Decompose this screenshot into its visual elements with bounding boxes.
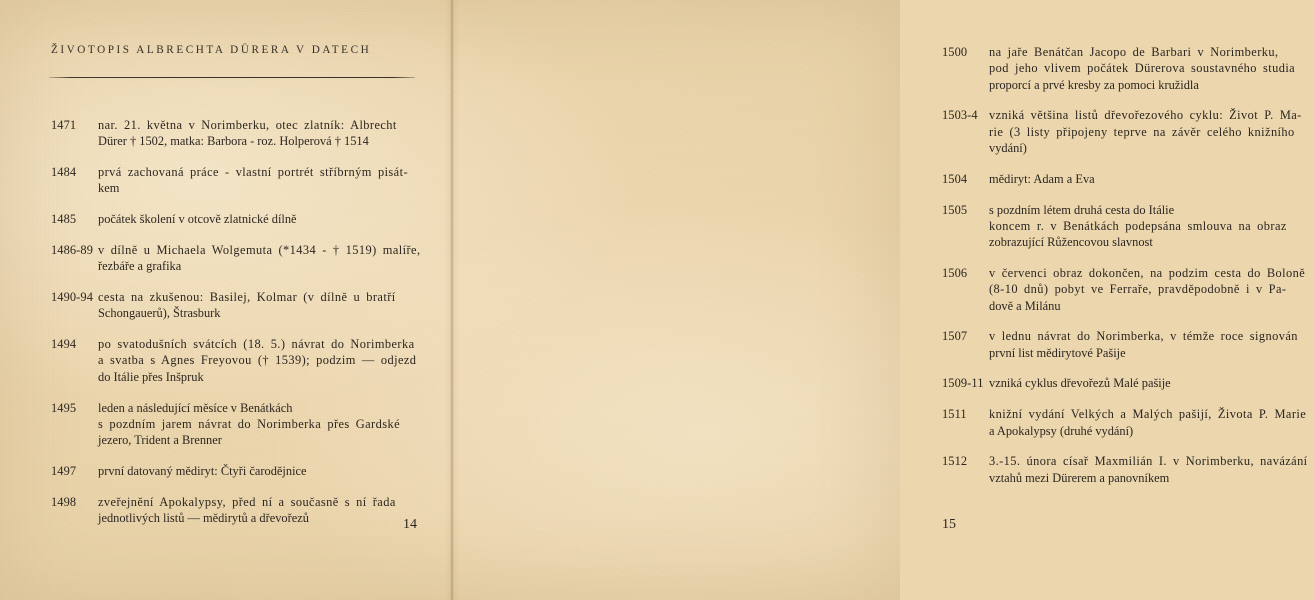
entry-line: zobrazující Růžencovou slavnost (989, 235, 1153, 250)
chronology-entry (51, 242, 419, 275)
entry-year: 1500 (942, 45, 968, 59)
entry-line: řezbáře a grafika (98, 259, 182, 274)
entry-text (98, 164, 419, 197)
entry-text (98, 400, 419, 449)
chronology-entry (942, 265, 1314, 314)
page-left (0, 0, 450, 600)
entry-line: cesta na zkušenou: Basilej, Kolmar (v dílně u bratří (98, 290, 396, 305)
chronology-entry (51, 336, 419, 385)
entry-year: 1512 (942, 454, 968, 469)
entry-line: do Itálie přes Inšpruk (98, 369, 204, 384)
entry-line: zveřejnění Apokalypsy, před ní a současně s ní řada (98, 494, 396, 509)
entry-line: pod jeho vlivem počátek Dürerova soustavného studia (989, 61, 1296, 76)
entry-line: a svatba s Agnes Freyovou († 1539); podzim — odjezd (98, 353, 417, 368)
entry-year: 1495 (51, 400, 77, 415)
chronology-list-left (51, 117, 419, 541)
entry-line: koncem r. v Benátkách podepsána smlouva na obraz (989, 218, 1287, 233)
entry-line: vztahů mezi Dürerem a panovníkem (989, 470, 1170, 485)
entry-year: 1498 (51, 494, 77, 509)
entry-year: 1486-89 (51, 242, 93, 257)
chronology-list-right (942, 44, 1314, 500)
entry-year: 1504 (942, 171, 968, 186)
entry-line: po svatodušních svátcích (18. 5.) návrat do Norimberka (98, 337, 415, 352)
entry-text (989, 328, 1314, 361)
chronology-entry (942, 44, 1314, 93)
entry-year: 1506 (942, 265, 968, 280)
entry-text (989, 44, 1314, 93)
entry-text (989, 171, 1314, 187)
entry-year: 1471 (51, 118, 77, 132)
entry-line: počátek školení v otcově zlatnické dílně (98, 212, 297, 227)
running-head: ŽIVOTOPIS ALBRECHTA DÜRERA V DATECH (51, 44, 372, 56)
entry-text (98, 289, 419, 322)
entry-line: knižní vydání Velkých a Malých pašijí, Života P. Marie (989, 407, 1307, 422)
entry-line: první list mědirytové Pašije (989, 345, 1126, 360)
entry-line: s pozdním létem druhá cesta do Itálie (989, 202, 1175, 217)
entry-year: 1507 (942, 329, 968, 344)
chronology-entry (51, 117, 419, 150)
chronology-entry (51, 164, 419, 197)
chronology-entry (942, 453, 1314, 486)
entry-year: 1497 (51, 463, 77, 478)
entry-text (989, 107, 1314, 156)
entry-line: vydání) (989, 140, 1027, 155)
entry-line: prvá zachovaná práce - vlastní portrét stříbrným pisát- (98, 165, 409, 180)
entry-year: 1505 (942, 202, 968, 217)
entry-line: vzniká cyklus dřevořezů Malé pašije (989, 376, 1171, 391)
chronology-entry (942, 171, 1314, 187)
entry-line: kem (98, 181, 120, 196)
entry-year: 1494 (51, 337, 77, 352)
entry-line: na jaře Benátčan Jacopo de Barbari v Norimberku, (989, 45, 1279, 59)
entry-line: a Apokalypsy (druhé vydání) (989, 423, 1134, 438)
entry-line: první datovaný mědiryt: Čtyři čarodějnice (98, 463, 307, 478)
chronology-entry (942, 406, 1314, 439)
entry-year: 1503-4 (942, 108, 978, 123)
page-right (450, 0, 1308, 600)
entry-line: proporcí a prvé kresby za pomoci kružidla (989, 77, 1199, 92)
entry-line: v lednu návrat do Norimberka, v témže roce signován (989, 329, 1298, 344)
entry-line: dově a Milánu (989, 298, 1061, 313)
chronology-entry (942, 375, 1314, 391)
entry-text (98, 463, 419, 479)
entry-line: mědiryt: Adam a Eva (989, 171, 1095, 186)
page-number-left: 14 (403, 517, 417, 532)
entry-text (98, 336, 419, 385)
chronology-entry (51, 400, 419, 449)
chronology-entry (942, 328, 1314, 361)
entry-line: v dílně u Michaela Wolgemuta (*1434 - † 1519) malíře, (98, 242, 421, 257)
entry-text (989, 202, 1314, 251)
entry-line: rie (3 listy připojeny teprve na závěr celého knižního (989, 124, 1295, 139)
entry-year: 1485 (51, 212, 77, 227)
entry-text (98, 211, 419, 227)
header-rule (49, 77, 415, 78)
chronology-entry (942, 107, 1314, 156)
entry-line: 3.-15. února císař Maxmilián I. v Norimberku, navázání (989, 454, 1308, 469)
entry-text (989, 265, 1314, 314)
entry-text (989, 453, 1314, 486)
entry-line: (8-10 dnů) pobyt ve Ferraře, pravděpodobně i v Pa- (989, 282, 1287, 297)
entry-year: 1511 (942, 407, 967, 422)
chronology-entry (942, 202, 1314, 251)
entry-line: v červenci obraz dokončen, na podzim cesta do Boloně (989, 265, 1306, 280)
entry-line: Schongauerů), Štrasburk (98, 306, 221, 321)
entry-year: 1509-11 (942, 376, 984, 391)
entry-text (989, 375, 1314, 391)
entry-line: s pozdním jarem návrat do Norimberka přes Gardské (98, 416, 400, 431)
entry-line: leden a následující měsíce v Benátkách (98, 400, 293, 415)
entry-text (98, 117, 419, 150)
entry-text (98, 242, 419, 275)
entry-line: vzniká většina listů dřevořezového cyklu: Život P. Ma- (989, 108, 1302, 123)
entry-line: nar. 21. května v Norimberku, otec zlatník: Albrecht (98, 118, 397, 132)
entry-year: 1490-94 (51, 290, 93, 305)
entry-line: jednotlivých listů — mědirytů a dřevořezů (98, 511, 309, 526)
entry-year: 1484 (51, 165, 77, 180)
entry-line: jezero, Trident a Brenner (98, 433, 222, 448)
chronology-entry (51, 289, 419, 322)
entry-line: Dürer † 1502, matka: Barbora - roz. Holperová † 1514 (98, 134, 369, 149)
page-number-right: 15 (942, 517, 956, 532)
entry-text (989, 406, 1314, 439)
chronology-entry (51, 463, 419, 479)
chronology-entry (51, 211, 419, 227)
